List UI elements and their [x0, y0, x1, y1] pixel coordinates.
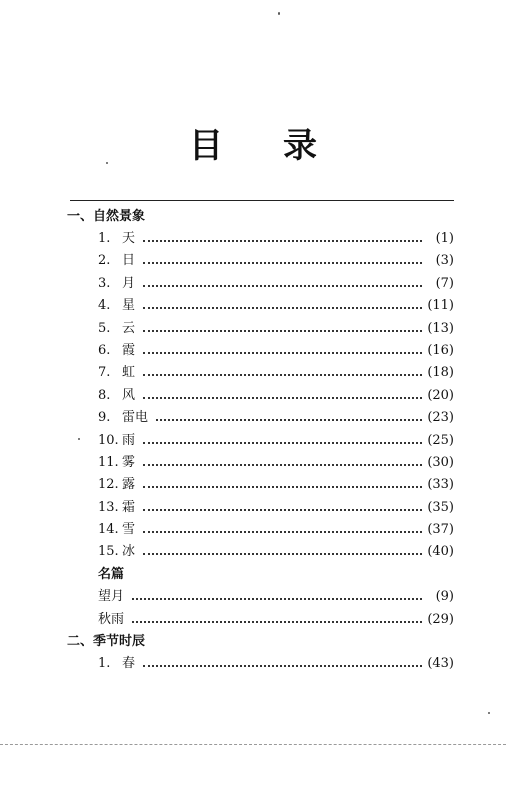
toc-entry[interactable] [98, 609, 454, 631]
entry-page: (3) [435, 253, 454, 268]
toc-entry[interactable] [98, 340, 454, 362]
dot-leader [143, 330, 422, 332]
entry-number: 9. [98, 410, 111, 425]
entry-label: 风 [122, 388, 136, 403]
dot-leader [132, 598, 422, 600]
entry-page: (1) [435, 231, 454, 246]
entry-page: (43) [427, 656, 454, 671]
toc-entry[interactable] [98, 430, 454, 452]
dot-leader [143, 553, 422, 555]
entry-page: (18) [427, 365, 454, 380]
toc-entry[interactable] [98, 653, 454, 675]
entry-page: (35) [427, 500, 454, 515]
toc-entry[interactable] [98, 519, 454, 541]
toc-entry[interactable] [98, 295, 454, 317]
page-title [0, 118, 506, 167]
scan-speck [106, 162, 108, 164]
dot-leader [143, 240, 422, 242]
toc-entry[interactable] [98, 541, 454, 563]
entry-label: 雪 [122, 522, 136, 537]
dot-leader [143, 509, 422, 511]
entry-number: 6. [98, 343, 111, 358]
entry-number: 8. [98, 388, 111, 403]
entry-label: 星 [122, 298, 136, 313]
entry-number: 12. [98, 477, 119, 492]
entry-page: (20) [427, 388, 454, 403]
title-char-2: 录 [283, 126, 317, 166]
entry-number: 7. [98, 365, 111, 380]
toc-entry[interactable] [98, 362, 454, 384]
entry-label: 露 [122, 477, 136, 492]
dot-leader [143, 374, 422, 376]
toc-entry[interactable] [98, 273, 454, 295]
entry-label: 雷电 [122, 410, 149, 425]
dot-leader [143, 397, 422, 399]
entry-page: (30) [427, 455, 454, 470]
entry-page: (13) [427, 321, 454, 336]
entry-page: (25) [427, 433, 454, 448]
entry-page: (7) [435, 276, 454, 291]
entry-label: 虹 [122, 365, 136, 380]
entry-label: 秋雨 [98, 612, 125, 627]
dot-leader [143, 262, 422, 264]
title-char-1: 目 [189, 126, 223, 166]
entry-label: 月 [122, 276, 136, 291]
scan-speck [78, 438, 80, 440]
entry-page: (9) [435, 589, 454, 604]
entry-page: (16) [427, 343, 454, 358]
entry-label: 雾 [122, 455, 136, 470]
entry-number: 14. [98, 522, 119, 537]
dot-leader [143, 352, 422, 354]
dot-leader [143, 531, 422, 533]
entry-label: 春 [122, 656, 136, 671]
toc-entry[interactable] [98, 452, 454, 474]
entry-page: (23) [427, 410, 454, 425]
entry-page: (33) [427, 477, 454, 492]
dot-leader [143, 486, 422, 488]
scan-speck [488, 712, 490, 714]
entry-label: 雨 [122, 433, 136, 448]
dot-leader [143, 307, 422, 309]
entry-label: 云 [122, 321, 136, 336]
dot-leader [143, 665, 422, 667]
bottom-scan-line [0, 744, 506, 745]
entry-number: 2. [98, 253, 111, 268]
entry-label: 霜 [122, 500, 136, 515]
entry-page: (11) [427, 298, 454, 313]
entry-label: 天 [122, 231, 136, 246]
dot-leader [132, 621, 422, 623]
subsection-heading: 名篇 [98, 567, 125, 582]
entry-label: 冰 [122, 544, 136, 559]
title-divider [70, 200, 454, 201]
entry-page: (29) [427, 612, 454, 627]
section-heading: 一、自然景象 [67, 209, 146, 224]
entry-number: 5. [98, 321, 111, 336]
toc-entry[interactable] [98, 318, 454, 340]
entry-page: (37) [427, 522, 454, 537]
toc-entry[interactable] [98, 385, 454, 407]
dot-leader [143, 464, 422, 466]
entry-label: 霞 [122, 343, 136, 358]
entry-number: 10. [98, 433, 119, 448]
entry-number: 1. [98, 231, 111, 246]
entry-number: 1. [98, 656, 111, 671]
toc-entry[interactable] [98, 474, 454, 496]
dot-leader [143, 442, 422, 444]
scan-speck [278, 12, 280, 15]
toc-entry[interactable] [98, 407, 454, 429]
toc-entry[interactable] [98, 228, 454, 250]
section-heading: 二、季节时辰 [67, 634, 146, 649]
dot-leader [156, 419, 422, 421]
entry-number: 15. [98, 544, 119, 559]
toc-entry[interactable] [98, 250, 454, 272]
dot-leader [143, 285, 422, 287]
entry-number: 4. [98, 298, 111, 313]
entry-number: 3. [98, 276, 111, 291]
entry-label: 望月 [98, 589, 125, 604]
entry-page: (40) [427, 544, 454, 559]
entry-number: 13. [98, 500, 119, 515]
entry-label: 日 [122, 253, 136, 268]
toc-entry[interactable] [98, 586, 454, 608]
entry-number: 11. [98, 455, 119, 470]
toc-entry[interactable] [98, 497, 454, 519]
